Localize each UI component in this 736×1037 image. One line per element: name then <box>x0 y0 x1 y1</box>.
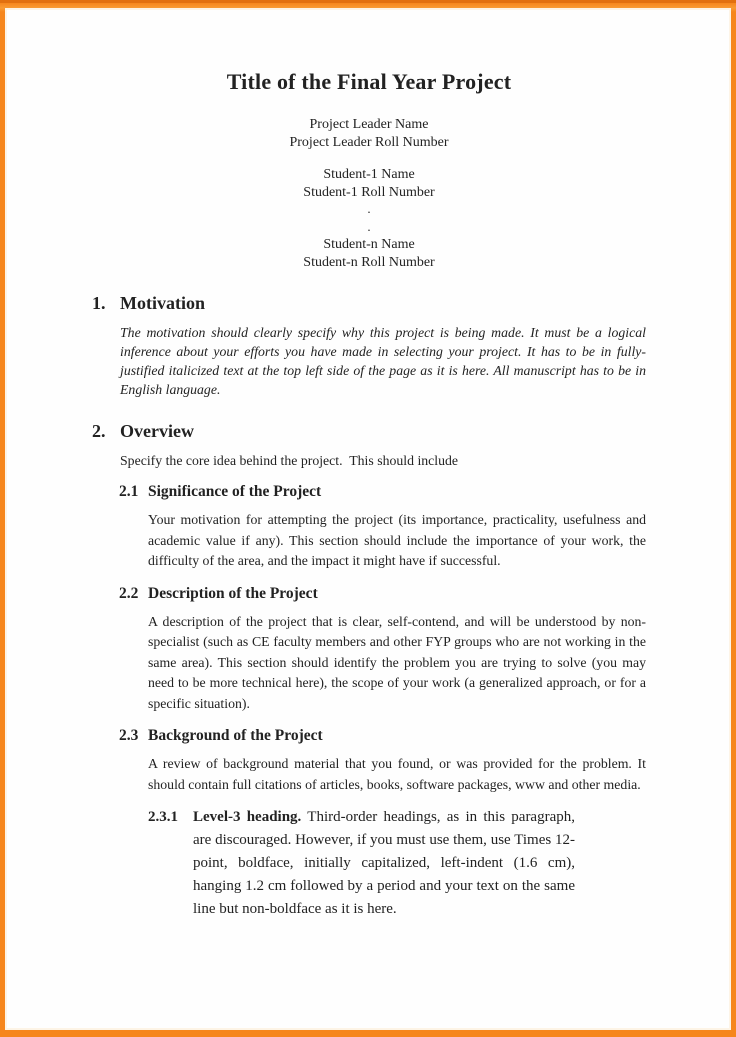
subsection-title: Significance of the Project <box>148 483 322 500</box>
author-line: Student-1 Roll Number <box>303 184 435 200</box>
section-title: Overview <box>120 421 194 441</box>
author-line: Project Leader Roll Number <box>289 134 449 150</box>
background-paragraph: A review of background material that you found, or was provided for the problem. It should contain full citations of articles, books, software packages, www and other media. <box>148 756 646 792</box>
section-title: Motivation <box>120 293 205 313</box>
subsection-heading-background <box>119 726 646 745</box>
subsection-title: Background of the Project <box>148 727 323 744</box>
author-line: Student-n Roll Number <box>303 254 435 270</box>
subsection-number: 2.2 <box>119 584 139 602</box>
author-block <box>92 116 646 271</box>
description-paragraph: A description of the project that is clear, self-contend, and will be understood by non-specialist (such as CE faculty members and other FYP groups who are not working in the same area). This section should identify the problem you are trying to solve (you may need to be more technical here), the scope of your work (a generalized approach, or for a specific situation). <box>148 613 646 711</box>
section-heading-overview <box>92 421 646 442</box>
author-line: Student-n Name <box>323 237 415 252</box>
document-title: Title of the Final Year Project <box>226 69 512 94</box>
level3-number: 2.3.1 <box>148 809 178 825</box>
subsection-heading-significance <box>119 482 646 501</box>
significance-paragraph: Your motivation for attempting the project (its importance, practicality, usefulness and academic value if any). This section should include the importance of your work, the difficulty of the area, and the impact it might have if successful. <box>148 512 646 568</box>
section-heading-motivation <box>92 293 646 314</box>
subsection-number: 2.1 <box>119 483 139 500</box>
subsection-title: Description of the Project <box>148 584 318 602</box>
level3-lead: Level-3 heading. <box>193 809 302 825</box>
author-line: Project Leader Name <box>309 117 429 132</box>
overview-intro: Specify the core idea behind the project. This should include <box>120 453 459 468</box>
level3-heading-paragraph <box>148 806 575 921</box>
author-line: Student-1 Name <box>323 167 415 182</box>
section-number: 2. <box>92 421 106 441</box>
level3-body: Third-order headings, as in this paragraph, are discouraged. However, if you must use them, use Times 12-point, boldface, initially capitalized, left-indent (1.6 cm), hanging 1.2 cm followed by a period and your text on the same line but non-boldface as it is here. <box>193 809 575 917</box>
subsection-heading-description <box>119 584 646 603</box>
subsection-number: 2.3 <box>119 727 139 744</box>
motivation-paragraph: The motivation should clearly specify why this project is being made. It must be a logical inference about your efforts you have made in selecting your project. It has to be in fully-justified italicized text at the top left side of the page as it is here. All manuscript has to be in English language. <box>120 325 646 397</box>
ellipsis-dot: . <box>367 218 371 234</box>
section-number: 1. <box>92 293 106 313</box>
ellipsis-dot: . <box>367 201 371 216</box>
document-page <box>5 8 731 1030</box>
